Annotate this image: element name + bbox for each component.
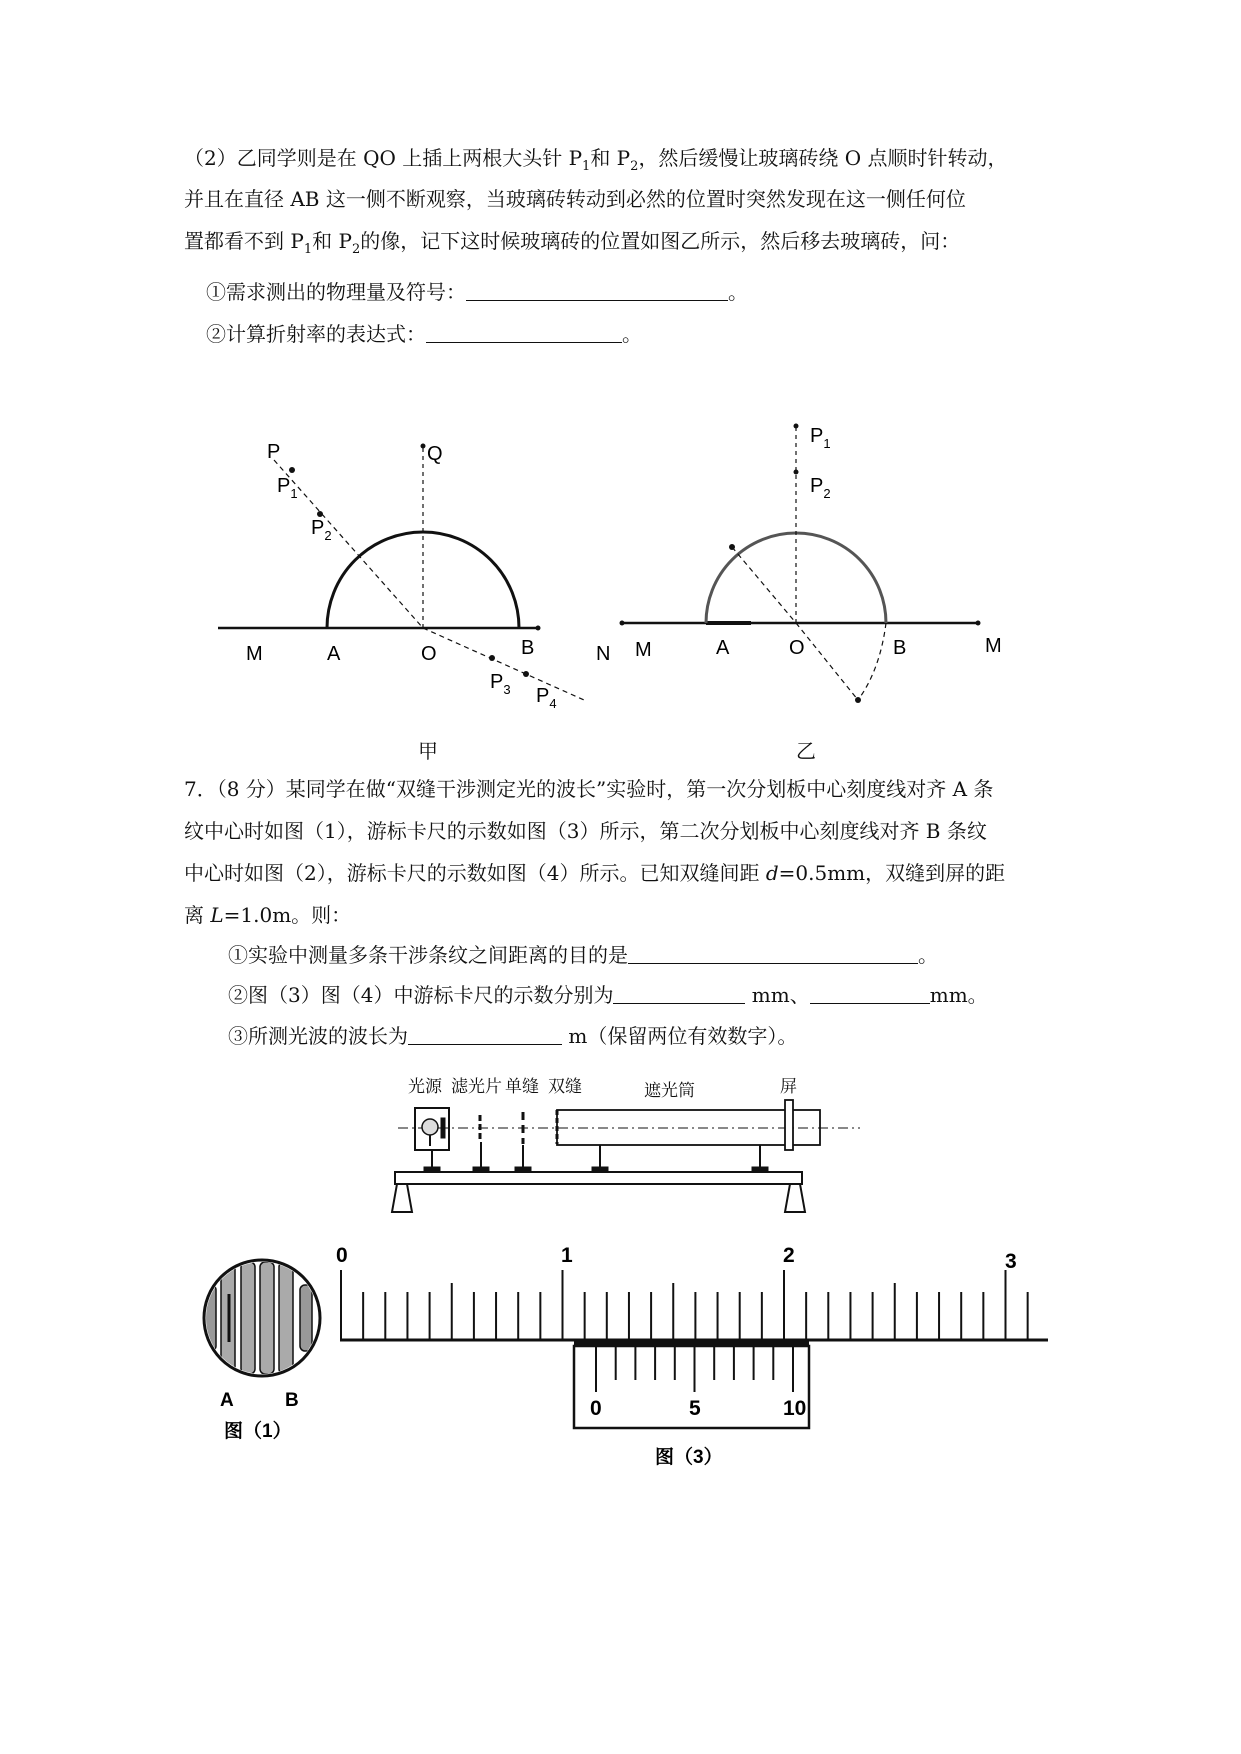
label-fig1-a: A	[220, 1390, 234, 1411]
label-o: O	[421, 643, 437, 665]
label-p1: $P_1$	[277, 475, 298, 501]
label-n: N	[596, 643, 611, 665]
q6-line-3: 置都看不到 $P_1$和 $P_2$的像，记下这时候玻璃砖的位置如图乙所示，然后移去玻璃砖，问：	[184, 229, 961, 257]
q7-line-4: 离 L=1.0m。则：	[184, 903, 352, 927]
label-single-slit: 单缝	[505, 1077, 539, 1096]
optical-rail	[395, 1172, 802, 1184]
vernier-tick-label-0: 0	[590, 1397, 602, 1420]
bulb-icon	[422, 1119, 438, 1135]
figure-1-eyepiece	[204, 1260, 320, 1442]
caption-fig3: 图（3）	[655, 1447, 723, 1468]
label-p4: $P_4$	[536, 685, 557, 711]
q6-item-1: ①需求测出的物理量及符号： 。	[206, 280, 748, 304]
label-b: B	[521, 637, 535, 659]
label-m2-yi: M	[985, 635, 1002, 657]
label-m1-yi: M	[635, 639, 652, 661]
label-double-slit: 双缝	[548, 1077, 582, 1096]
q6-line-1: （2）乙同学则是在 QO 上插上两根大头针 $P_1$和 $P_2$，然后缓慢让玻璃砖绕 O 点顺时针转动，	[184, 146, 1008, 174]
q7-item-1: ①实验中测量多条干涉条纹之间距离的目的是 。	[228, 943, 938, 967]
label-p2-yi: $P_2$	[810, 475, 831, 501]
label-p3: $P_3$	[490, 671, 511, 697]
q7-item-3: ③所测光波的波长为 m（保留两位有效数字）。	[228, 1024, 798, 1048]
main-tick-label-2: 2	[783, 1244, 795, 1267]
label-tube: 遮光筒	[644, 1081, 695, 1100]
q7-line-1: 7．（8 分）某同学在做“双缝干涉测定光的波长”实验时，第一次分划板中心刻度线对齐 A 条	[184, 777, 994, 801]
main-scale-ticks	[341, 1270, 1028, 1340]
label-p1-yi: $P_1$	[810, 425, 831, 451]
main-tick-label-3: 3	[1005, 1250, 1017, 1273]
label-a: A	[327, 643, 341, 665]
label-screen: 屏	[780, 1077, 797, 1096]
q6-line-2: 并且在直径 AB 这一侧不断观察，当玻璃砖转动到必然的位置时突然发现在这一侧任何位	[184, 187, 966, 211]
q7-item-2: ②图（3）图（4）中游标卡尺的示数分别为 mm、 mm。	[228, 983, 988, 1007]
label-o-yi: O	[789, 637, 805, 659]
label-q: Q	[427, 443, 443, 465]
q6-item-2: ②计算折射率的表达式： 。	[206, 322, 642, 346]
apparatus-labels	[408, 1077, 797, 1100]
label-p2: $P_2$	[311, 517, 332, 543]
vernier-tick-label-10: 10	[783, 1397, 807, 1420]
main-tick-label-1: 1	[561, 1244, 573, 1267]
label-b-yi: B	[893, 637, 907, 659]
caption-yi: 乙	[796, 739, 816, 763]
label-a-yi: A	[716, 637, 730, 659]
figure-3-vernier	[336, 1244, 1048, 1468]
screen-plate	[785, 1100, 793, 1150]
label-p: P	[267, 441, 281, 463]
q7-line-3: 中心时如图（2），游标卡尺的示数如图（4）所示。已知双缝间距 d=0.5mm，双缝到屏的距	[184, 861, 1006, 885]
label-m: M	[246, 643, 263, 665]
main-tick-label-0: 0	[336, 1244, 348, 1267]
apparatus-diagram	[392, 1100, 860, 1212]
caption-fig1: 图（1）	[224, 1421, 292, 1442]
label-light-source: 光源	[408, 1077, 442, 1096]
label-filter: 滤光片	[451, 1077, 502, 1096]
q7-line-2: 纹中心时如图（1），游标卡尺的示数如图（3）所示，第二次分划板中心刻度线对齐 B 条纹	[184, 819, 987, 843]
caption-jia: 甲	[418, 739, 438, 763]
vernier-tick-label-5: 5	[689, 1397, 701, 1420]
label-fig1-b: B	[285, 1390, 299, 1411]
